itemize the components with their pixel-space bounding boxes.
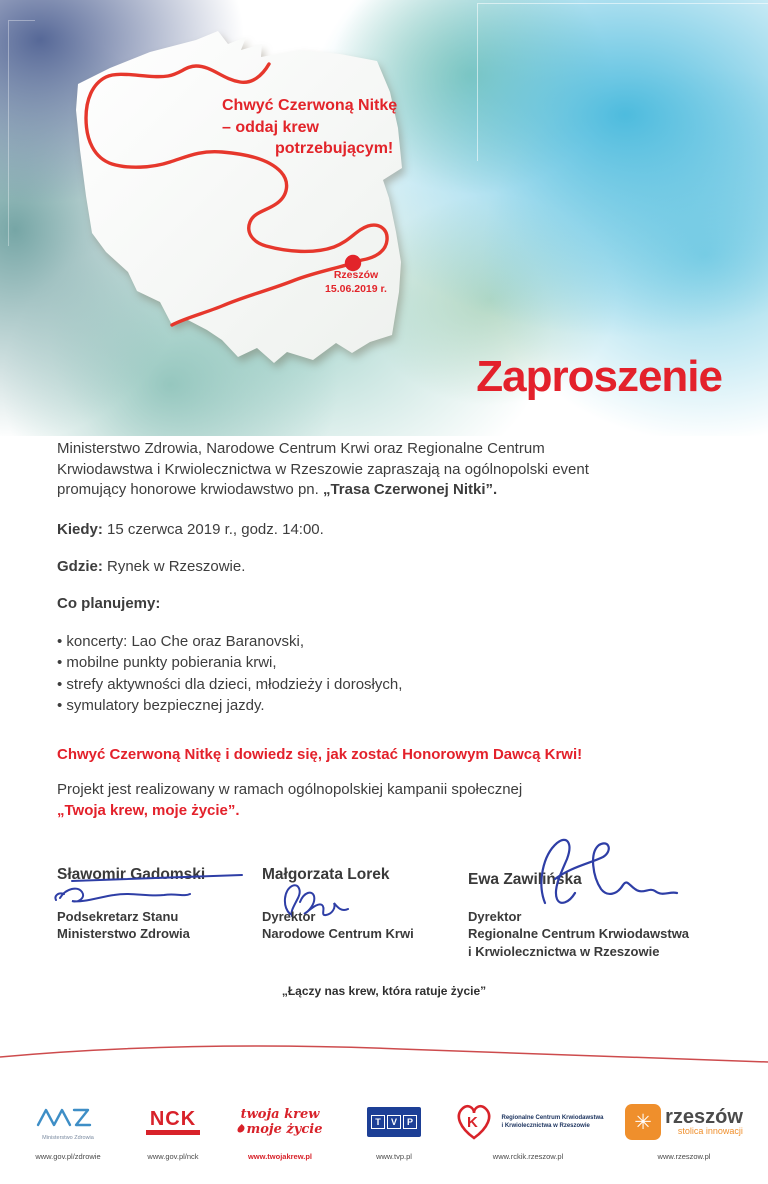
rzeszow-wordmark: rzeszów bbox=[665, 1105, 743, 1128]
tagline-line2: – oddaj krew bbox=[222, 118, 319, 136]
rckik-logo-art bbox=[444, 1098, 612, 1146]
tvp-logo-art bbox=[360, 1098, 428, 1146]
blood-drop-icon bbox=[236, 1124, 246, 1134]
title-line: i Krwiolecznictwa w Rzeszowie bbox=[468, 943, 660, 959]
rckik-text-line2: i Krwiolecznictwa w Rzeszowie bbox=[501, 1123, 590, 1129]
plan-item: • strefy aktywności dla dzieci, młodzieży i dorosłych, bbox=[57, 675, 403, 693]
call-to-action: Chwyć Czerwoną Nitkę i dowiedz się, jak zostać Honorowym Dawcą Krwi! bbox=[57, 746, 583, 763]
where-label: Gdzie: bbox=[57, 558, 103, 575]
intro-line1: Ministerstwo Zdrowia, Narodowe Centrum Krwi oraz Regionalne Centrum bbox=[57, 440, 545, 457]
motto-quote: „Łączy nas krew, która ratuje życie” bbox=[281, 984, 487, 998]
mz-wordmark: Ministerstwo Zdrowia bbox=[42, 1135, 94, 1141]
intro-line3 bbox=[57, 480, 589, 501]
title-line: Podsekretarz Stanu bbox=[57, 909, 179, 924]
logo-nck bbox=[134, 1098, 212, 1161]
title-line: Regionalne Centrum Krwiodawstwa bbox=[468, 926, 690, 942]
where-row bbox=[57, 557, 245, 578]
script-line1: twoja krew bbox=[240, 1107, 320, 1122]
tagline-line1: Chwyć Czerwoną Nitkę bbox=[222, 97, 398, 114]
tagline-line3: potrzebującym! bbox=[275, 140, 394, 157]
signatory-name-2: Małgorzata Lorek bbox=[262, 866, 390, 883]
intro-line2: Krwiodawstwa i Krwiolecznictwa w Rzeszowie zapraszają na ogólnopolski event bbox=[57, 460, 589, 478]
signatory-name-1: Sławomir Gadomski bbox=[57, 866, 206, 883]
rzeszow-url: www.rzeszow.pl bbox=[657, 1152, 711, 1161]
logo-rckik bbox=[444, 1098, 612, 1161]
heart-k-icon bbox=[452, 1102, 496, 1142]
signature-gadomski bbox=[52, 870, 252, 912]
signatory-title-2 bbox=[262, 908, 414, 943]
when-value: 15 czerwca 2019 r., godz. 14:00. bbox=[102, 521, 324, 538]
campaign-line1: Projekt jest realizowany w ramach ogólnopolskiej kampanii społecznej bbox=[57, 781, 523, 798]
rckik-url: www.rckik.rzeszow.pl bbox=[492, 1152, 564, 1161]
plan-list bbox=[57, 631, 402, 717]
logo-ministerstwo-zdrowia bbox=[24, 1098, 112, 1161]
rzeszow-logo-art bbox=[612, 1098, 756, 1146]
logo-rzeszow bbox=[612, 1098, 756, 1161]
intro-line3-text: promujący honorowe krwiodawstwo pn. bbox=[57, 481, 323, 499]
page-title: Zaproszenie bbox=[476, 352, 722, 401]
when-row bbox=[57, 520, 324, 541]
plan-label: Co planujemy: bbox=[57, 595, 161, 612]
campaign-name: „Twoja krew, moje życie”. bbox=[57, 801, 240, 819]
signatory-title-3 bbox=[468, 908, 689, 960]
red-divider-line bbox=[0, 1036, 768, 1072]
tvp-letter: T bbox=[371, 1115, 385, 1129]
map-location-label bbox=[303, 269, 409, 296]
plan-item: • mobilne punkty pobierania krwi, bbox=[57, 654, 277, 672]
logo-tvp bbox=[360, 1098, 428, 1161]
nck-red-bar bbox=[146, 1130, 200, 1135]
signatory-name-3: Ewa Zawilińska bbox=[468, 871, 582, 888]
campaign-paragraph bbox=[57, 780, 522, 821]
tvp-icon bbox=[367, 1107, 421, 1137]
tvp-url: www.tvp.pl bbox=[376, 1152, 412, 1161]
title-line: Dyrektor bbox=[468, 909, 522, 924]
logo-twoja-krew bbox=[228, 1098, 332, 1161]
plan-item: • symulatory bezpiecznej jazdy. bbox=[57, 697, 265, 715]
signatory-title-1 bbox=[57, 908, 190, 943]
mz-url: www.gov.pl/zdrowie bbox=[35, 1152, 101, 1161]
svg-text:K: K bbox=[467, 1114, 479, 1131]
mz-zigzag-icon bbox=[36, 1103, 100, 1129]
twoja-krew-logo-art bbox=[228, 1098, 332, 1146]
rzeszow-subtitle: stolica innowacji bbox=[677, 1125, 743, 1136]
script-line2 bbox=[238, 1122, 323, 1137]
hero-tagline bbox=[222, 95, 397, 160]
mz-logo-art bbox=[24, 1098, 112, 1146]
map-city: Rzeszów bbox=[333, 269, 379, 281]
title-line: Narodowe Centrum Krwi bbox=[262, 926, 414, 942]
event-name: „Trasa Czerwonej Nitki”. bbox=[322, 481, 498, 499]
tvp-letter: P bbox=[403, 1115, 417, 1129]
nck-wordmark: NCK bbox=[149, 1107, 197, 1130]
intro-paragraph bbox=[57, 439, 589, 501]
when-label: Kiedy: bbox=[57, 521, 103, 538]
plan-heading bbox=[57, 594, 160, 615]
nck-logo-art bbox=[134, 1098, 212, 1146]
tvp-letter: V bbox=[387, 1115, 401, 1129]
title-line: Ministerstwo Zdrowia bbox=[57, 926, 190, 942]
title-line: Dyrektor bbox=[262, 909, 316, 924]
nck-url: www.gov.pl/nck bbox=[147, 1152, 199, 1161]
plan-item: • koncerty: Lao Che oraz Baranovski, bbox=[57, 633, 305, 650]
map-date: 15.06.2019 r. bbox=[325, 282, 387, 295]
twoja-krew-url: www.twojakrew.pl bbox=[247, 1152, 313, 1161]
script-line2-text: moje życie bbox=[246, 1122, 323, 1137]
where-value: Rynek w Rzeszowie. bbox=[102, 558, 246, 575]
rzeszow-star-icon: ✳ bbox=[625, 1104, 661, 1140]
rckik-text-line1: Regionalne Centrum Krwiodawstwa bbox=[501, 1115, 604, 1121]
